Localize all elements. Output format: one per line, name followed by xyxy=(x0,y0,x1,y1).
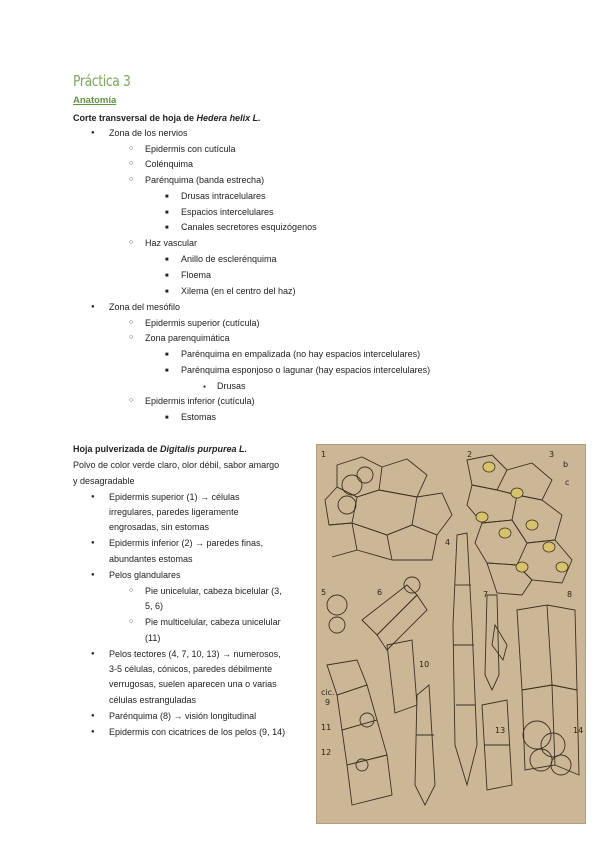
list-item-continuation: verrugosas, suelen aparecen una o varias xyxy=(109,679,277,689)
list-item: ○ Haz vascular xyxy=(145,237,197,249)
section2-heading-prefix: Hoja pulverizada de xyxy=(73,444,161,454)
figure-label: 8 xyxy=(567,590,573,599)
section1-heading-prefix: Corte transversal de hoja de xyxy=(73,113,197,123)
section2-intro-line2: y desagradable xyxy=(73,476,135,486)
digitalis-powder-figure xyxy=(316,444,586,824)
list-item: ○ Pie unicelular, cabeza bicelular (3, xyxy=(145,585,282,597)
list-item: ■ Floema xyxy=(181,269,211,281)
list-item: ● Zona de los nervios xyxy=(109,127,188,139)
list-item: ○ Parénquima (banda estrecha) xyxy=(145,174,264,186)
list-item: ● Epidermis inferior (2) → paredes finas, xyxy=(109,537,263,549)
list-item: ■ Espacios intercelulares xyxy=(181,206,274,218)
list-item: ○ Pie multicelular, cabeza unicelular xyxy=(145,616,281,628)
list-item: ■ Parénquima en empalizada (no hay espacios intercelulares) xyxy=(181,348,420,360)
figure-label: 10 xyxy=(419,660,430,669)
figure-label: b xyxy=(563,460,569,469)
section2-heading xyxy=(73,443,247,455)
list-item: ● Epidermis con cicatrices de los pelos (9, 14) xyxy=(109,726,285,738)
list-item-continuation: células estranguladas xyxy=(109,695,197,705)
list-item-continuation: (11) xyxy=(145,633,161,643)
figure-label: 7 xyxy=(483,590,489,599)
list-item: ■ Parénquima esponjoso o lagunar (hay espacios intercelulares) xyxy=(181,364,430,376)
list-item: ■ Estomas xyxy=(181,411,216,423)
list-item: ■ Drusas intracelulares xyxy=(181,190,266,202)
list-item: ○ Epidermis inferior (cutícula) xyxy=(145,395,255,407)
list-item: ■ Anillo de esclerénquima xyxy=(181,253,277,265)
section-subtitle: Anatomía xyxy=(73,95,117,106)
list-item: ○ Colénquima xyxy=(145,158,193,170)
section1-heading-species: Hedera helix L. xyxy=(196,113,261,123)
section2-heading-species: Digitalis purpurea L. xyxy=(160,444,248,454)
figure-label: 1 xyxy=(321,450,327,459)
list-item-continuation: abundantes estomas xyxy=(109,554,193,564)
list-item: ● Parénquima (8) → visión longitudinal xyxy=(109,710,256,722)
figure-label: 6 xyxy=(377,588,383,597)
list-item-continuation: irregulares, paredes ligeramente xyxy=(109,507,239,517)
figure-label: 13 xyxy=(495,726,506,735)
list-item-continuation: 3-5 células, cónicos, paredes débilmente xyxy=(109,664,273,674)
list-item: ● Pelos tectores (4, 7, 10, 13) → numerosos, xyxy=(109,648,281,660)
section2-intro-line1: Polvo de color verde claro, olor débil, sabor amargo xyxy=(73,460,280,470)
list-item: ○ Zona parenquimática xyxy=(145,332,230,344)
list-item: ● Epidermis superior (1) → células xyxy=(109,491,240,503)
list-item-continuation: 5, 6) xyxy=(145,601,164,611)
page-title: Práctica 3 xyxy=(73,72,131,90)
figure-label: 4 xyxy=(445,538,451,547)
list-item: ● Drusas xyxy=(217,380,246,392)
list-item: ● Pelos glandulares xyxy=(109,569,181,581)
list-item: ■ Canales secretores esquizógenos xyxy=(181,221,317,233)
list-item: ○ Epidermis superior (cutícula) xyxy=(145,317,260,329)
figure-drawing xyxy=(317,445,585,823)
list-item: ■ Xilema (en el centro del haz) xyxy=(181,285,296,297)
figure-label: 9 xyxy=(325,698,331,707)
figure-label: 2 xyxy=(467,450,473,459)
figure-label: 12 xyxy=(321,748,332,757)
figure-label: 11 xyxy=(321,723,332,732)
list-item: ○ Epidermis con cutícula xyxy=(145,143,236,155)
figure-label: 5 xyxy=(321,588,327,597)
list-item: ● Zona del mesófilo xyxy=(109,301,180,313)
list-item-continuation: engrosadas, sin estomas xyxy=(109,522,210,532)
figure-label: 3 xyxy=(549,450,555,459)
figure-label: cic. xyxy=(321,688,335,697)
figure-label: 14 xyxy=(573,726,584,735)
figure-label: c xyxy=(565,478,570,487)
section1-heading xyxy=(73,112,261,124)
